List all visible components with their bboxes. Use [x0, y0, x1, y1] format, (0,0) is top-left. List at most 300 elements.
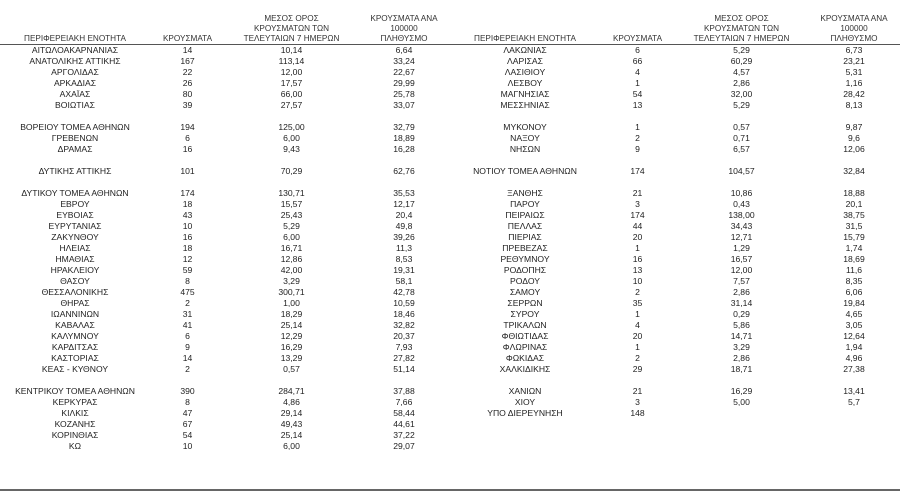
per100k-cell: 58,1	[395, 276, 413, 286]
cases-cell: 9	[635, 144, 640, 154]
table-row	[450, 188, 900, 199]
table-row	[0, 111, 450, 122]
avg7-cell: 2,86	[733, 287, 750, 297]
cases-cell: 4	[635, 320, 640, 330]
cases-cell: 21	[632, 188, 643, 198]
region-name-cell: ΜΥΚΟΝΟΥ	[503, 122, 547, 132]
cases-cell: 101	[180, 166, 195, 176]
table-row	[450, 45, 900, 56]
cases-cell: 18	[182, 199, 193, 209]
cases-cell: 2	[635, 353, 640, 363]
avg7-cell: 9,43	[283, 144, 300, 154]
cases-cell: 26	[182, 78, 193, 88]
region-name-cell: ΚΩ	[68, 441, 82, 451]
cases-cell: 59	[182, 265, 193, 275]
per100k-cell: 4,96	[845, 353, 863, 363]
region-name-cell: ΞΑΝΘΗΣ	[507, 188, 543, 198]
avg7-cell: 15,57	[280, 199, 303, 209]
table-row	[0, 386, 450, 397]
cases-cell: 6	[185, 331, 190, 341]
table-row	[450, 386, 900, 397]
per100k-cell: 11,6	[845, 265, 863, 275]
table-row	[0, 397, 450, 408]
cases-cell: 43	[182, 210, 193, 220]
table-row	[450, 122, 900, 133]
table-row	[0, 122, 450, 133]
per100k-cell: 27,38	[843, 364, 865, 374]
avg7-cell: 284,71	[278, 386, 305, 396]
cases-cell: 16	[182, 144, 193, 154]
cases-cell: 4	[635, 67, 640, 77]
avg7-cell: 12,00	[280, 67, 303, 77]
table-row	[450, 111, 900, 122]
per100k-cell: 29,07	[393, 441, 415, 451]
cases-cell: 44	[632, 221, 643, 231]
table-row	[450, 298, 900, 309]
per100k-cell: 20,37	[393, 331, 415, 341]
cases-cell: 194	[180, 122, 195, 132]
region-name-cell: ΕΒΡΟΥ	[60, 199, 90, 209]
table-row	[450, 331, 900, 342]
per100k-cell: 12,64	[843, 331, 865, 341]
table-row	[450, 210, 900, 221]
cases-cell: 8	[185, 276, 190, 286]
table-row	[450, 265, 900, 276]
avg7-cell: 29,14	[280, 408, 303, 418]
region-name-cell: ΡΕΘΥΜΝΟΥ	[500, 254, 550, 264]
region-name-cell: ΧΑΝΙΩΝ	[508, 386, 542, 396]
table-row	[450, 155, 900, 166]
table-row	[450, 375, 900, 386]
per100k-cell: 1,74	[845, 243, 863, 253]
per100k-cell: 29,99	[393, 78, 415, 88]
region-name-cell: ΛΑΡΙΣΑΣ	[507, 56, 543, 66]
table-row	[0, 144, 450, 155]
table-row	[0, 254, 450, 265]
region-name-cell: ΧΑΛΚΙΔΙΚΗΣ	[499, 364, 551, 374]
cases-cell: 10	[182, 221, 193, 231]
cases-cell: 174	[180, 188, 195, 198]
left-header-per100k: ΚΡΟΥΣΜΑΤΑ ΑΝΑ 100000 ΠΛΗΘΥΣΜΟ	[370, 14, 438, 43]
region-name-cell: ΚΑΣΤΟΡΙΑΣ	[51, 353, 99, 363]
cases-cell: 475	[180, 287, 195, 297]
region-name-cell: ΣΥΡΟΥ	[510, 309, 540, 319]
per100k-cell: 8,53	[395, 254, 413, 264]
region-name-cell: ΑΡΚΑΔΙΑΣ	[53, 78, 97, 88]
region-name-cell: ΠΕΛΛΑΣ	[507, 221, 543, 231]
avg7-cell: 3,29	[733, 342, 750, 352]
table-row	[450, 232, 900, 243]
region-name-cell: ΣΕΡΡΩΝ	[507, 298, 543, 308]
per100k-cell: 12,17	[393, 199, 415, 209]
region-name-cell: ΚΙΛΚΙΣ	[61, 408, 89, 418]
per100k-cell: 19,31	[393, 265, 415, 275]
table-row	[450, 276, 900, 287]
avg7-cell: 18,29	[280, 309, 303, 319]
region-name-cell: ΘΗΡΑΣ	[60, 298, 90, 308]
cases-cell: 3	[635, 397, 640, 407]
region-name-cell: ΣΑΜΟΥ	[509, 287, 541, 297]
per100k-cell: 7,93	[395, 342, 413, 352]
cases-cell: 174	[630, 210, 645, 220]
per100k-cell: 23,21	[843, 56, 865, 66]
table-row	[450, 287, 900, 298]
per100k-cell: 18,46	[393, 309, 415, 319]
cases-cell: 1	[635, 342, 640, 352]
per100k-cell: 9,87	[845, 122, 863, 132]
region-name-cell: ΦΩΚΙΔΑΣ	[505, 353, 545, 363]
per100k-cell: 4,65	[845, 309, 863, 319]
region-name-cell: ΝΗΣΩΝ	[509, 144, 541, 154]
table-row	[0, 177, 450, 188]
per100k-cell: 8,13	[845, 100, 863, 110]
avg7-cell: 0,43	[733, 199, 750, 209]
right-table	[450, 44, 900, 419]
avg7-cell: 5,00	[733, 397, 750, 407]
per100k-cell: 1,16	[845, 78, 863, 88]
region-name-cell: ΝΑΞΟΥ	[510, 133, 540, 143]
left-header-cases: ΚΡΟΥΣΜΑΤΑ	[162, 34, 213, 43]
region-name-cell: ΔΥΤΙΚΗΣ ΑΤΤΙΚΗΣ	[38, 166, 112, 176]
avg7-cell: 13,29	[280, 353, 303, 363]
cases-cell: 2	[185, 364, 190, 374]
region-name-cell: ΚΟΖΑΝΗΣ	[54, 419, 96, 429]
avg7-cell: 16,29	[280, 342, 303, 352]
region-name-cell: ΗΛΕΙΑΣ	[59, 243, 91, 253]
region-name-cell: ΡΟΔΟΠΗΣ	[503, 265, 547, 275]
avg7-cell: 6,57	[733, 144, 750, 154]
cases-cell: 67	[182, 419, 193, 429]
cases-cell: 29	[632, 364, 643, 374]
avg7-cell: 5,86	[733, 320, 750, 330]
cases-cell: 20	[632, 331, 643, 341]
table-row	[450, 364, 900, 375]
region-name-cell: ΔΡΑΜΑΣ	[57, 144, 93, 154]
avg7-cell: 16,57	[730, 254, 753, 264]
cases-cell: 13	[632, 265, 643, 275]
avg7-cell: 0,57	[283, 364, 300, 374]
region-name-cell: ΚΑΒΑΛΑΣ	[55, 320, 95, 330]
region-name-cell: ΒΟΙΩΤΙΑΣ	[55, 100, 95, 110]
left-table	[0, 44, 450, 452]
region-name-cell: ΡΟΔΟΥ	[510, 276, 540, 286]
avg7-cell: 6,00	[283, 133, 300, 143]
table-row	[0, 78, 450, 89]
per100k-cell: 10,59	[393, 298, 415, 308]
region-name-cell: ΑΝΑΤΟΛΙΚΗΣ ΑΤΤΙΚΗΣ	[29, 56, 121, 66]
region-name-cell: ΔΥΤΙΚΟΥ ΤΟΜΕΑ ΑΘΗΝΩΝ	[21, 188, 129, 198]
table-row	[0, 353, 450, 364]
cases-cell: 9	[185, 342, 190, 352]
region-name-cell: ΛΕΣΒΟΥ	[507, 78, 543, 88]
region-name-cell: ΖΑΚΥΝΘΟΥ	[51, 232, 99, 242]
avg7-cell: 3,29	[283, 276, 300, 286]
table-row	[0, 243, 450, 254]
cases-cell: 14	[182, 45, 193, 55]
cases-cell: 18	[182, 243, 193, 253]
per100k-cell: 18,89	[393, 133, 415, 143]
per100k-cell: 35,53	[393, 188, 415, 198]
avg7-cell: 25,43	[280, 210, 303, 220]
table-row	[0, 441, 450, 452]
cases-cell: 12	[182, 254, 193, 264]
cases-cell: 390	[180, 386, 195, 396]
per100k-cell: 51,14	[393, 364, 415, 374]
avg7-cell: 4,57	[733, 67, 750, 77]
cases-cell: 1	[635, 122, 640, 132]
region-name-cell: ΘΑΣΟΥ	[60, 276, 90, 286]
avg7-cell: 5,29	[733, 100, 750, 110]
avg7-cell: 2,86	[733, 78, 750, 88]
per100k-cell: 62,76	[393, 166, 415, 176]
left-header-avg7: ΜΕΣΟΣ ΟΡΟΣ ΚΡΟΥΣΜΑΤΩΝ ΤΩΝ ΤΕΛΕΥΤΑΙΩΝ 7 ΗΜΕΡΩΝ	[243, 14, 340, 43]
avg7-cell: 70,29	[280, 166, 303, 176]
cases-cell: 6	[635, 45, 640, 55]
avg7-cell: 17,57	[280, 78, 303, 88]
cases-cell: 20	[632, 232, 643, 242]
left-header-region: ΠΕΡΙΦΕΡΕΙΑΚΗ ΕΝΟΤΗΤΑ	[24, 34, 126, 43]
region-name-cell: ΕΥΡΥΤΑΝΙΑΣ	[48, 221, 102, 231]
table-row	[450, 67, 900, 78]
avg7-cell: 1,00	[283, 298, 300, 308]
table-row	[450, 353, 900, 364]
table-row	[0, 188, 450, 199]
cases-cell: 66	[632, 56, 643, 66]
cases-cell: 2	[635, 287, 640, 297]
table-row	[0, 364, 450, 375]
region-name-cell: ΙΩΑΝΝΙΝΩΝ	[50, 309, 100, 319]
table-row	[0, 67, 450, 78]
avg7-cell: 14,71	[730, 331, 753, 341]
right-header-region: ΠΕΡΙΦΕΡΕΙΑΚΗ ΕΝΟΤΗΤΑ	[474, 34, 576, 43]
cases-cell: 167	[180, 56, 195, 66]
per100k-cell: 6,64	[395, 45, 413, 55]
cases-cell: 54	[632, 89, 643, 99]
per100k-cell: 44,61	[393, 419, 415, 429]
avg7-cell: 60,29	[730, 56, 753, 66]
cases-cell: 1	[635, 78, 640, 88]
avg7-cell: 5,29	[733, 45, 750, 55]
per100k-cell: 18,69	[843, 254, 865, 264]
cases-cell: 174	[630, 166, 645, 176]
avg7-cell: 0,29	[733, 309, 750, 319]
avg7-cell: 16,29	[730, 386, 753, 396]
cases-cell: 21	[632, 386, 643, 396]
cases-cell: 8	[185, 397, 190, 407]
table-row	[450, 166, 900, 177]
region-name-cell: ΘΕΣΣΑΛΟΝΙΚΗΣ	[41, 287, 109, 297]
region-name-cell: ΛΑΣΙΘΙΟΥ	[504, 67, 546, 77]
table-row	[450, 342, 900, 353]
avg7-cell: 66,00	[280, 89, 303, 99]
per100k-cell: 1,94	[845, 342, 863, 352]
cases-cell: 2	[185, 298, 190, 308]
region-name-cell: ΦΘΙΩΤΙΔΑΣ	[501, 331, 549, 341]
cases-cell: 10	[632, 276, 643, 286]
region-name-cell: ΤΡΙΚΑΛΩΝ	[503, 320, 547, 330]
table-row	[0, 89, 450, 100]
region-name-cell: ΑΙΤΩΛΟΑΚΑΡΝΑΝΙΑΣ	[31, 45, 119, 55]
avg7-cell: 125,00	[278, 122, 305, 132]
avg7-cell: 5,29	[283, 221, 300, 231]
avg7-cell: 0,71	[733, 133, 750, 143]
avg7-cell: 31,14	[730, 298, 753, 308]
table-row	[0, 166, 450, 177]
right-header-cases: ΚΡΟΥΣΜΑΤΑ	[612, 34, 663, 43]
avg7-cell: 12,86	[280, 254, 303, 264]
cases-cell: 10	[182, 441, 193, 451]
table-row	[450, 144, 900, 155]
table-row	[0, 265, 450, 276]
region-name-cell: ΠΡΕΒΕΖΑΣ	[502, 243, 548, 253]
cases-cell: 47	[182, 408, 193, 418]
region-name-cell: ΚΑΡΔΙΤΣΑΣ	[51, 342, 99, 352]
per100k-cell: 22,67	[393, 67, 415, 77]
cases-cell: 1	[635, 309, 640, 319]
table-row	[0, 155, 450, 166]
region-name-cell: ΑΡΓΟΛΙΔΑΣ	[51, 67, 99, 77]
per100k-cell: 18,88	[843, 188, 865, 198]
avg7-cell: 12,00	[730, 265, 753, 275]
table-row	[0, 133, 450, 144]
per100k-cell: 5,31	[845, 67, 863, 77]
table-row	[450, 309, 900, 320]
per100k-cell: 19,84	[843, 298, 865, 308]
cases-cell: 31	[182, 309, 193, 319]
region-name-cell: ΝΟΤΙΟΥ ΤΟΜΕΑ ΑΘΗΝΩΝ	[473, 166, 577, 176]
table-row	[0, 298, 450, 309]
avg7-cell: 18,71	[730, 364, 753, 374]
table-row	[0, 419, 450, 430]
cases-cell: 1	[635, 243, 640, 253]
per100k-cell: 13,41	[843, 386, 865, 396]
per100k-cell: 25,78	[393, 89, 415, 99]
cases-cell: 41	[182, 320, 193, 330]
region-name-cell: ΧΙΟΥ	[514, 397, 536, 407]
table-row	[0, 45, 450, 56]
per100k-cell: 7,66	[395, 397, 413, 407]
table-row	[450, 78, 900, 89]
table-row	[0, 210, 450, 221]
table-row	[0, 100, 450, 111]
per100k-cell: 9,6	[848, 133, 860, 143]
cases-cell: 2	[635, 133, 640, 143]
cases-cell: 39	[182, 100, 193, 110]
table-row	[0, 430, 450, 441]
table-row	[450, 320, 900, 331]
region-name-cell: ΑΧΑΪΑΣ	[59, 89, 91, 99]
avg7-cell: 300,71	[278, 287, 305, 297]
table-row	[0, 342, 450, 353]
per100k-cell: 32,79	[393, 122, 415, 132]
table-row	[450, 221, 900, 232]
right-header-avg7: ΜΕΣΟΣ ΟΡΟΣ ΚΡΟΥΣΜΑΤΩΝ ΤΩΝ ΤΕΛΕΥΤΑΙΩΝ 7 ΗΜΕΡΩΝ	[693, 14, 790, 43]
per100k-cell: 16,28	[393, 144, 415, 154]
per100k-cell: 31,5	[845, 221, 863, 231]
avg7-cell: 25,14	[280, 430, 303, 440]
region-name-cell: ΜΕΣΣΗΝΙΑΣ	[500, 100, 550, 110]
avg7-cell: 104,57	[728, 166, 755, 176]
region-name-cell: ΚΑΛΥΜΝΟΥ	[51, 331, 99, 341]
table-row	[0, 331, 450, 342]
avg7-cell: 49,43	[280, 419, 303, 429]
right-header-per100k: ΚΡΟΥΣΜΑΤΑ ΑΝΑ 100000 ΠΛΗΘΥΣΜΟ	[820, 14, 888, 43]
avg7-cell: 25,14	[280, 320, 303, 330]
per100k-cell: 15,79	[843, 232, 865, 242]
avg7-cell: 6,00	[283, 441, 300, 451]
region-name-cell: ΦΛΩΡΙΝΑΣ	[502, 342, 548, 352]
per100k-cell: 28,42	[843, 89, 865, 99]
avg7-cell: 16,71	[280, 243, 303, 253]
region-name-cell: ΗΜΑΘΙΑΣ	[55, 254, 95, 264]
avg7-cell: 113,14	[278, 56, 305, 66]
per100k-cell: 39,26	[393, 232, 415, 242]
table-row	[0, 375, 450, 386]
cases-cell: 35	[632, 298, 643, 308]
per100k-cell: 8,35	[845, 276, 863, 286]
region-name-cell: ΜΑΓΝΗΣΙΑΣ	[500, 89, 550, 99]
cases-cell: 148	[630, 408, 645, 418]
per100k-cell: 5,7	[848, 397, 860, 407]
table-row	[450, 243, 900, 254]
avg7-cell: 4,86	[283, 397, 300, 407]
avg7-cell: 7,57	[733, 276, 750, 286]
per100k-cell: 20,4	[395, 210, 413, 220]
avg7-cell: 42,00	[280, 265, 303, 275]
per100k-cell: 20,1	[845, 199, 863, 209]
region-name-cell: ΠΑΡΟΥ	[510, 199, 540, 209]
avg7-cell: 130,71	[278, 188, 305, 198]
avg7-cell: 2,86	[733, 353, 750, 363]
table-row	[0, 221, 450, 232]
region-name-cell: ΚΕΑΣ - ΚΥΘΝΟΥ	[41, 364, 109, 374]
region-name-cell: ΚΟΡΙΝΘΙΑΣ	[51, 430, 99, 440]
per100k-cell: 32,84	[843, 166, 865, 176]
avg7-cell: 12,29	[280, 331, 303, 341]
table-row	[0, 199, 450, 210]
region-name-cell: ΗΡΑΚΛΕΙΟΥ	[50, 265, 100, 275]
per100k-cell: 49,8	[395, 221, 413, 231]
avg7-cell: 34,43	[730, 221, 753, 231]
per100k-cell: 37,22	[393, 430, 415, 440]
cases-cell: 16	[182, 232, 193, 242]
bottom-rule	[0, 489, 900, 491]
per100k-cell: 37,88	[393, 386, 415, 396]
per100k-cell: 6,73	[845, 45, 863, 55]
avg7-cell: 27,57	[280, 100, 303, 110]
cases-cell: 13	[632, 100, 643, 110]
avg7-cell: 10,86	[730, 188, 753, 198]
table-row	[0, 320, 450, 331]
region-name-cell: ΚΕΡΚΥΡΑΣ	[52, 397, 98, 407]
per100k-cell: 3,05	[845, 320, 863, 330]
table-row	[450, 177, 900, 188]
region-name-cell: ΥΠΟ ΔΙΕΡΕΥΝΗΣΗ	[487, 408, 563, 418]
region-name-cell: ΛΑΚΩΝΙΑΣ	[503, 45, 547, 55]
cases-cell: 22	[182, 67, 193, 77]
table-row	[450, 133, 900, 144]
cases-cell: 80	[182, 89, 193, 99]
avg7-cell: 12,71	[730, 232, 753, 242]
region-name-cell: ΕΥΒΟΙΑΣ	[56, 210, 94, 220]
per100k-cell: 38,75	[843, 210, 865, 220]
per100k-cell: 33,24	[393, 56, 415, 66]
per100k-cell: 11,3	[395, 243, 413, 253]
region-name-cell: ΚΕΝΤΡΙΚΟΥ ΤΟΜΕΑ ΑΘΗΝΩΝ	[15, 386, 135, 396]
region-name-cell: ΒΟΡΕΙΟΥ ΤΟΜΕΑ ΑΘΗΝΩΝ	[20, 122, 130, 132]
avg7-cell: 1,29	[733, 243, 750, 253]
table-row	[0, 309, 450, 320]
